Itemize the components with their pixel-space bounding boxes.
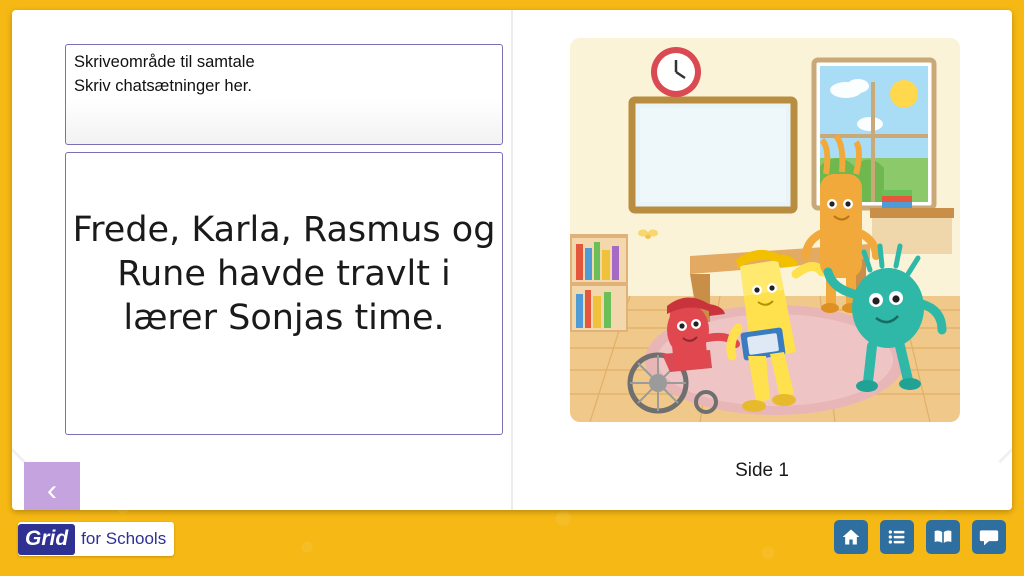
left-page [12,10,512,510]
toolbar-icons [834,520,1006,554]
chat-icon[interactable] [972,520,1006,554]
book-spine [512,10,513,510]
sentence-text: Frede, Karla, Rasmus og Rune havde travlt i lærer Sonjas time. [72,210,496,339]
bottom-toolbar [0,510,1024,576]
book-icon[interactable] [926,520,960,554]
right-page [512,10,1012,510]
chat-area-title: Skriveområde til samtale [74,53,255,71]
home-icon[interactable] [834,520,868,554]
next-page-arrow-glyph[interactable]: › [980,464,992,503]
logo-subtitle-text: for Schools [81,529,167,548]
sentence-box[interactable] [65,152,503,435]
logo-grid-text: Grid [18,524,75,555]
chat-area-prompt: Skriv chatsætninger her. [74,76,252,95]
list-icon[interactable] [880,520,914,554]
grid-for-schools-logo [18,522,174,556]
classroom-illustration [570,38,960,422]
previous-page-button[interactable] [24,462,80,510]
chevron-left-icon: ‹ [47,474,57,507]
chat-writing-area[interactable] [65,44,503,145]
page-number-label: Side 1 [735,460,789,481]
book-spread [12,10,1012,510]
